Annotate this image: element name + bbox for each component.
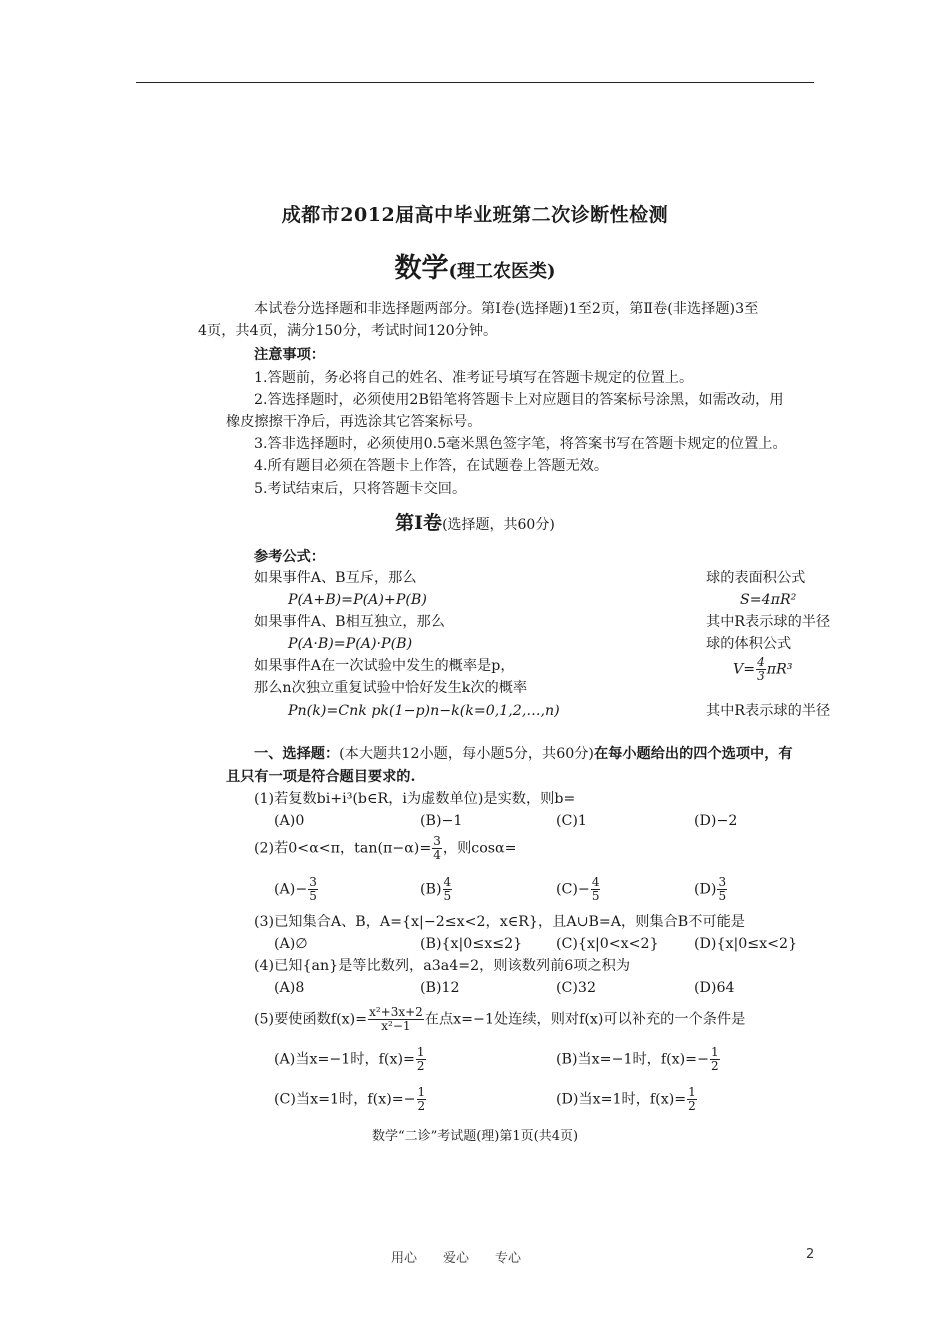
fraction-den: 2 xyxy=(416,1059,425,1073)
part1-heading-normal: (本大题共12小题，每小题5分，共60分) xyxy=(339,746,594,762)
fraction xyxy=(368,1006,424,1033)
option-label: (D)当x=1时，f(x)= xyxy=(556,1091,687,1108)
part1-heading-bold: 一、选择题： xyxy=(254,746,340,762)
intro-paragraph xyxy=(198,298,858,343)
fraction-den: 4 xyxy=(433,848,441,862)
stem-part: 在点x=−1处连续，则对f(x)可以补充的一个条件是 xyxy=(424,1011,746,1028)
option: (D)64 xyxy=(694,980,735,996)
exam-title: 成都市2012届高中毕业班第二次诊断性检测 xyxy=(281,204,669,226)
option: (D){x|0≤x<2} xyxy=(694,936,798,952)
part1-heading xyxy=(254,743,793,765)
formula-right: V= xyxy=(733,661,756,678)
formula-left: 如果事件A、B相互独立，那么 xyxy=(254,614,445,630)
fraction-den: x²−1 xyxy=(381,1019,411,1033)
option: (C){x|0<x<2} xyxy=(556,936,659,952)
fraction-num: x²+3x+2 xyxy=(369,1005,423,1019)
fraction-den: 5 xyxy=(591,889,600,903)
formula-right: 其中R表示球的半径 xyxy=(706,703,831,719)
fraction xyxy=(591,876,601,903)
header-rule xyxy=(136,82,814,83)
option: (A)∅ xyxy=(274,936,308,952)
option: (B)12 xyxy=(420,980,460,996)
fraction-den: 2 xyxy=(688,1099,696,1113)
question-stem: (4)已知{an}是等比数列，a3a4=2，则该数列前6项之积为 xyxy=(254,958,631,974)
option xyxy=(274,876,319,903)
fraction-num: 3 xyxy=(309,875,317,889)
fraction xyxy=(432,835,442,862)
fraction-num: 3 xyxy=(433,834,441,848)
fraction-num: 4 xyxy=(443,875,452,889)
option-label: (C)当x=1时，f(x)=− xyxy=(274,1091,416,1108)
option-label: (D) xyxy=(694,881,717,898)
option: (C)1 xyxy=(556,813,587,829)
sphere-volume-formula xyxy=(733,656,792,683)
fraction xyxy=(308,876,318,903)
fraction xyxy=(687,1086,697,1113)
option xyxy=(556,1046,721,1073)
part1-heading-bold2: 在每小题给出的四个选项中，有 xyxy=(593,746,793,762)
formula-left: Pn(k)=Cnk pk(1−p)n−k(k=0,1,2,…,n) xyxy=(288,703,560,719)
formula-left: 如果事件A、B互斥，那么 xyxy=(254,570,417,586)
subject-title xyxy=(0,246,950,285)
fraction-den: 2 xyxy=(417,1099,426,1113)
note-item: 3.答非选择题时，必须使用0.5毫米黑色签字笔，将答案书写在答题卡规定的位置上。 xyxy=(254,436,787,452)
fraction-num: 1 xyxy=(416,1045,425,1059)
section-heading xyxy=(0,508,950,535)
question-stem xyxy=(254,1006,745,1033)
section-note: (选择题，共60分) xyxy=(442,517,555,533)
exam-page-footer: 数学“二诊”考试题(理)第1页(共4页) xyxy=(371,1129,579,1144)
question-stem: (1)若复数bi+i³(b∈R，i为虚数单位)是实数，则b= xyxy=(254,791,576,807)
doc-footer-slogan: 用心 爱心 专心 xyxy=(391,1251,522,1266)
fraction xyxy=(710,1046,720,1073)
section-label: 第Ⅰ卷 xyxy=(395,512,443,534)
note-item: 4.所有题目必须在答题卡上作答，在试题卷上答题无效。 xyxy=(254,458,609,474)
option xyxy=(420,876,453,903)
option: (A)8 xyxy=(274,980,305,996)
fraction xyxy=(717,876,727,903)
fraction xyxy=(756,656,766,683)
notes-heading: 注意事项： xyxy=(254,347,325,363)
option-label: (A)− xyxy=(274,881,308,898)
note-item: 橡皮擦擦干净后，再选涂其它答案标号。 xyxy=(226,414,482,430)
formula-right: 球的体积公式 xyxy=(706,636,792,652)
fraction xyxy=(417,1086,427,1113)
option-label: (A)当x=−1时，f(x)= xyxy=(274,1051,415,1068)
fraction-den: 5 xyxy=(309,889,317,903)
formula-right: 其中R表示球的半径 xyxy=(706,614,831,630)
fraction-num: 1 xyxy=(710,1045,719,1059)
stem-part: (2)若0<α<π，tan(π−α)= xyxy=(254,840,432,857)
formula-right: S=4πR² xyxy=(740,592,797,608)
formula-left: P(A+B)=P(A)+P(B) xyxy=(288,592,427,608)
fraction-den: 2 xyxy=(710,1059,719,1073)
option: (D)−2 xyxy=(694,813,738,829)
option xyxy=(694,876,728,903)
option: (B){x|0≤x≤2} xyxy=(420,936,523,952)
option: (B)−1 xyxy=(420,813,463,829)
option-label: (C)− xyxy=(556,881,590,898)
fraction-den: 3 xyxy=(757,669,765,683)
subject-sub: (理工农医类) xyxy=(448,261,556,282)
note-item: 5.考试结束后，只将答题卡交回。 xyxy=(254,481,467,497)
fraction-den: 5 xyxy=(443,889,452,903)
option: (A)0 xyxy=(274,813,305,829)
stem-part: (5)要使函数f(x)= xyxy=(254,1011,368,1028)
intro-line-1: 本试卷分选择题和非选择题两部分。第Ⅰ卷(选择题)1至2页，第Ⅱ卷(非选择题)3至 xyxy=(254,301,759,317)
question-stem: (3)已知集合A、B，A={x|−2≤x<2，x∈R}，且A∪B=A，则集合B不可能是 xyxy=(254,914,745,930)
option: (C)32 xyxy=(556,980,596,996)
fraction-den: 5 xyxy=(718,889,727,903)
note-item: 2.答选择题时，必须使用2B铅笔将答题卡上对应题目的答案标号涂黑，如需改动，用 xyxy=(254,392,784,408)
formula-left: 如果事件A在一次试验中发生的概率是p， xyxy=(254,658,515,674)
formula-left: P(A·B)=P(A)·P(B) xyxy=(288,636,413,652)
option xyxy=(556,876,601,903)
option xyxy=(556,1086,698,1113)
intro-line-2: 4页，共4页，满分150分，考试时间120分钟。 xyxy=(198,323,498,340)
page-number: 2 xyxy=(806,1247,815,1262)
formula-right: πR³ xyxy=(766,661,793,678)
formulas-heading: 参考公式： xyxy=(254,549,325,565)
fraction-num: 4 xyxy=(591,875,600,889)
fraction-num: 1 xyxy=(688,1085,696,1099)
fraction xyxy=(416,1046,426,1073)
part1-heading-line2: 且只有一项是符合题目要求的. xyxy=(226,769,416,785)
fraction-num: 3 xyxy=(718,875,727,889)
fraction xyxy=(443,876,453,903)
option xyxy=(274,1086,427,1113)
option-label: (B) xyxy=(420,881,442,898)
subject-main: 数学 xyxy=(394,253,449,284)
option xyxy=(274,1046,427,1073)
stem-part: ，则cosα= xyxy=(442,840,517,857)
question-stem xyxy=(254,835,517,862)
fraction-num: 1 xyxy=(417,1085,426,1099)
fraction-num: 4 xyxy=(757,655,765,669)
formula-left: 那么n次独立重复试验中恰好发生k次的概率 xyxy=(254,680,528,696)
formula-right: 球的表面积公式 xyxy=(706,570,806,586)
note-item: 1.答题前，务必将自己的姓名、准考证号填写在答题卡规定的位置上。 xyxy=(254,370,694,386)
option-label: (B)当x=−1时，f(x)=− xyxy=(556,1051,709,1068)
